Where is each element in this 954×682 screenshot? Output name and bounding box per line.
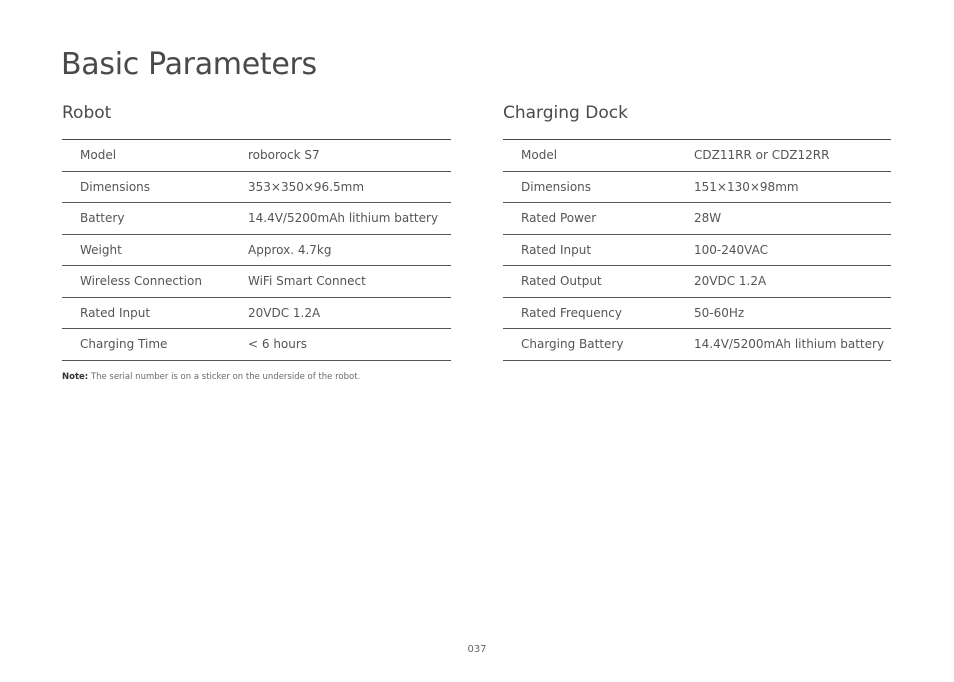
serial-number-note [62, 372, 451, 382]
spec-key: Dimensions [62, 171, 248, 203]
table-row [503, 171, 891, 203]
table-row [62, 171, 451, 203]
spec-key: Model [62, 140, 248, 172]
robot-section-title: Robot [62, 103, 112, 123]
table-row [62, 297, 451, 329]
robot-section [62, 102, 451, 382]
spec-key: Battery [62, 203, 248, 235]
spec-value: 151×130×98mm [694, 171, 891, 203]
spec-key: Charging Time [62, 329, 248, 361]
charging-dock-section [503, 102, 891, 361]
spec-value: 20VDC 1.2A [248, 297, 451, 329]
spec-value: 50-60Hz [694, 297, 891, 329]
spec-value: 20VDC 1.2A [694, 266, 891, 298]
spec-value: 353×350×96.5mm [248, 171, 451, 203]
spec-value: 100-240VAC [694, 234, 891, 266]
robot-spec-table [62, 139, 451, 361]
table-row [62, 266, 451, 298]
spec-key: Charging Battery [503, 329, 694, 361]
spec-key: Rated Input [503, 234, 694, 266]
dock-spec-table [503, 139, 891, 361]
spec-value: < 6 hours [248, 329, 451, 361]
spec-key: Rated Frequency [503, 297, 694, 329]
table-row [503, 329, 891, 361]
page-number: 037 [467, 644, 487, 655]
spec-key: Rated Power [503, 203, 694, 235]
spec-value: 28W [694, 203, 891, 235]
spec-value: 14.4V/5200mAh lithium battery [248, 203, 451, 235]
page-title: Basic Parameters [61, 47, 317, 82]
spec-value: 14.4V/5200mAh lithium battery [694, 329, 891, 361]
table-row [503, 297, 891, 329]
spec-key: Weight [62, 234, 248, 266]
dock-section-title: Charging Dock [503, 103, 628, 123]
note-label: Note: [62, 371, 89, 382]
spec-value: roborock S7 [248, 140, 451, 172]
table-row [62, 203, 451, 235]
spec-key: Rated Output [503, 266, 694, 298]
table-row [503, 234, 891, 266]
spec-key: Rated Input [62, 297, 248, 329]
table-row [62, 140, 451, 172]
spec-key: Dimensions [503, 171, 694, 203]
spec-value: Approx. 4.7kg [248, 234, 451, 266]
table-row [62, 329, 451, 361]
table-row [503, 203, 891, 235]
spec-key: Wireless Connection [62, 266, 248, 298]
table-row [503, 266, 891, 298]
spec-value: CDZ11RR or CDZ12RR [694, 140, 891, 172]
table-row [503, 140, 891, 172]
table-row [62, 234, 451, 266]
note-text: The serial number is on a sticker on the underside of the robot. [88, 371, 361, 382]
spec-value: WiFi Smart Connect [248, 266, 451, 298]
spec-key: Model [503, 140, 694, 172]
